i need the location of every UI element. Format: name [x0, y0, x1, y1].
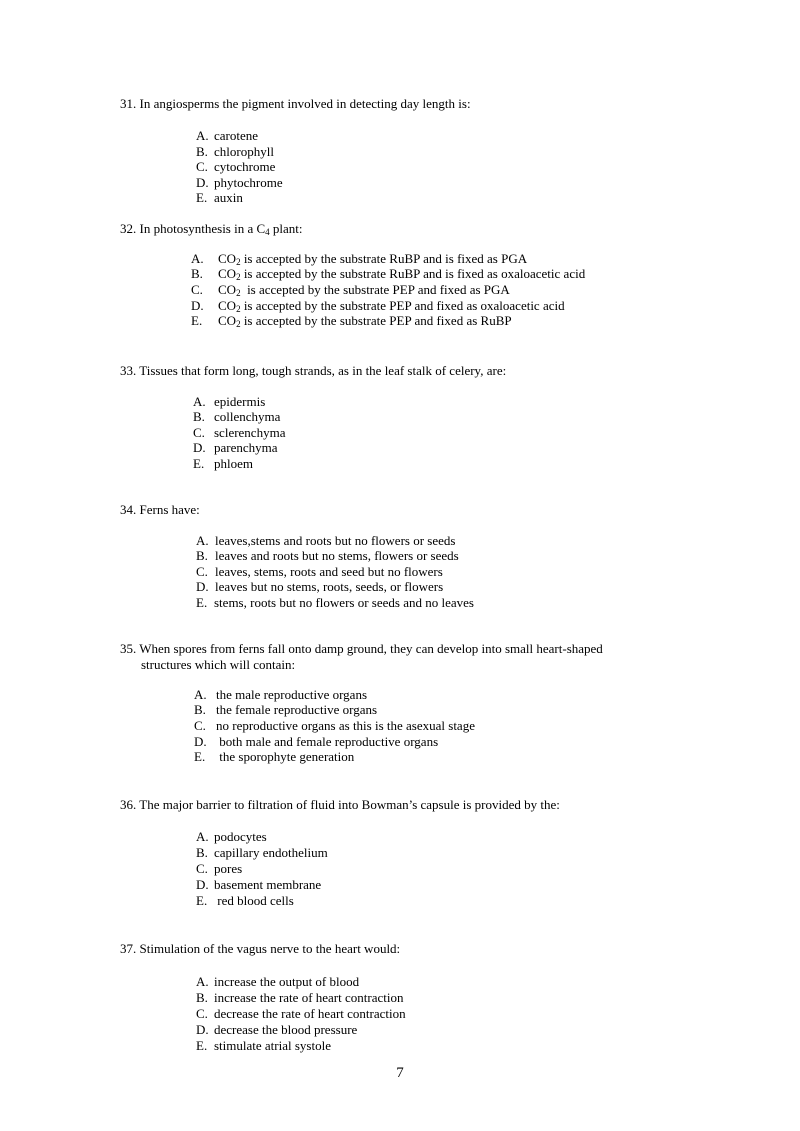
- option-text: leaves,stems and roots but no flowers or seeds: [215, 533, 456, 548]
- stem-text: 35. When spores from ferns fall onto damp ground, they can develop into small heart-shaped: [120, 641, 603, 656]
- subscript: 2: [236, 304, 241, 314]
- option-letter: B.: [196, 144, 208, 159]
- option: [194, 702, 377, 718]
- option-text: sclerenchyma: [214, 425, 286, 440]
- option: [196, 877, 321, 893]
- option: [191, 313, 512, 329]
- option: [193, 409, 280, 425]
- option-letter: E.: [196, 190, 208, 205]
- option-letter: B.: [194, 702, 206, 717]
- option-letter: B.: [196, 990, 208, 1005]
- option: [196, 990, 403, 1006]
- option-formula: CO: [218, 313, 237, 328]
- question-35-stem: [120, 641, 660, 672]
- option-text: stimulate atrial systole: [214, 1038, 331, 1053]
- option-text: is accepted by the substrate RuBP and is fixed as PGA: [240, 251, 528, 266]
- option: [194, 687, 367, 703]
- option: [196, 533, 455, 549]
- option-letter: D.: [194, 734, 207, 749]
- option: [191, 282, 510, 298]
- option: [191, 266, 585, 282]
- option-letter: A.: [196, 128, 209, 143]
- option-letter: E.: [196, 1038, 208, 1053]
- option-text: decrease the blood pressure: [214, 1022, 358, 1037]
- option-letter: D.: [191, 298, 204, 313]
- option: [196, 1038, 331, 1054]
- option: [194, 734, 438, 750]
- option-text: the female reproductive organs: [216, 702, 378, 717]
- option: [196, 190, 243, 206]
- option-letter: C.: [196, 861, 208, 876]
- option-text: cytochrome: [214, 159, 276, 174]
- option-letter: D.: [196, 877, 209, 892]
- option: [193, 440, 278, 456]
- option-text: leaves but no stems, roots, seeds, or flowers: [215, 579, 444, 594]
- option: [196, 829, 267, 845]
- option-text: epidermis: [214, 394, 266, 409]
- option-letter: D.: [196, 175, 209, 190]
- option: [196, 564, 443, 580]
- option-formula: CO: [218, 251, 237, 266]
- option-text: is accepted by the substrate PEP and fixed as RuBP: [240, 313, 512, 328]
- option-letter: A.: [191, 251, 204, 266]
- option-letter: C.: [193, 425, 205, 440]
- option-letter: C.: [196, 564, 208, 579]
- option-letter: D.: [193, 440, 206, 455]
- option-text: phytochrome: [214, 175, 283, 190]
- option-letter: E.: [194, 749, 206, 764]
- option: [193, 425, 285, 441]
- option-text: is accepted by the substrate PEP and fixed as oxaloacetic acid: [240, 298, 565, 313]
- option: [193, 394, 265, 410]
- option-letter: A.: [193, 394, 206, 409]
- option-text: both male and female reproductive organs: [216, 734, 439, 749]
- option: [196, 845, 328, 861]
- option: [196, 595, 474, 611]
- question-37-stem: 37. Stimulation of the vagus nerve to the heart would:: [120, 941, 401, 956]
- option-text: increase the output of blood: [214, 974, 360, 989]
- option-letter: D.: [196, 579, 209, 594]
- stem-continuation: structures which will contain:: [141, 656, 296, 672]
- option: [196, 548, 459, 564]
- option-text: leaves and roots but no stems, flowers or seeds: [215, 548, 459, 563]
- option: [196, 175, 283, 191]
- question-36-stem: 36. The major barrier to filtration of fluid into Bowman’s capsule is provided by the:: [120, 797, 560, 812]
- option-text: collenchyma: [214, 409, 281, 424]
- question-33-stem: 33. Tissues that form long, tough strands, as in the leaf stalk of celery, are:: [120, 363, 507, 378]
- option-letter: B.: [196, 845, 208, 860]
- option: [196, 128, 258, 144]
- option-text: podocytes: [214, 829, 267, 844]
- option-letter: B.: [193, 409, 205, 424]
- option: [196, 1006, 406, 1022]
- option-letter: E.: [191, 313, 203, 328]
- subscript: 2: [236, 257, 241, 267]
- option-text: the sporophyte generation: [216, 749, 355, 764]
- option-letter: A.: [196, 829, 209, 844]
- subscript: 2: [236, 288, 241, 298]
- option: [193, 456, 253, 472]
- option-text: pores: [214, 861, 243, 876]
- option-text: is accepted by the substrate PEP and fixed as PGA: [240, 282, 510, 297]
- option-letter: C.: [196, 1006, 208, 1021]
- option-text: increase the rate of heart contraction: [214, 990, 404, 1005]
- option-letter: C.: [196, 159, 208, 174]
- option-formula: CO: [218, 282, 237, 297]
- question-34-stem: 34. Ferns have:: [120, 502, 200, 517]
- option-formula: CO: [218, 266, 237, 281]
- option: [196, 159, 275, 175]
- option: [194, 749, 354, 765]
- stem-text: plant:: [269, 221, 303, 236]
- option-letter: B.: [191, 266, 203, 281]
- option-text: parenchyma: [214, 440, 278, 455]
- option: [196, 861, 242, 877]
- question-32-stem: [120, 221, 660, 237]
- option-text: leaves, stems, roots and seed but no flowers: [215, 564, 443, 579]
- option: [196, 579, 443, 595]
- option-letter: A.: [196, 974, 209, 989]
- option-letter: B.: [196, 548, 208, 563]
- option: [196, 893, 294, 909]
- option-text: chlorophyll: [214, 144, 274, 159]
- option-text: decrease the rate of heart contraction: [214, 1006, 406, 1021]
- option-formula: CO: [218, 298, 237, 313]
- option-letter: A.: [196, 533, 209, 548]
- option-letter: E.: [193, 456, 205, 471]
- subscript: 2: [236, 272, 241, 282]
- option: [194, 718, 475, 734]
- subscript: 4: [265, 227, 270, 237]
- option-text: is accepted by the substrate RuBP and is fixed as oxaloacetic acid: [240, 266, 586, 281]
- question-31-stem: 31. In angiosperms the pigment involved in detecting day length is:: [120, 96, 471, 111]
- option-letter: E.: [196, 595, 208, 610]
- option-letter: D.: [196, 1022, 209, 1037]
- option-letter: C.: [191, 282, 203, 297]
- option: [196, 144, 274, 160]
- option-text: capillary endothelium: [214, 845, 328, 860]
- subscript: 2: [236, 319, 241, 329]
- option-text: the male reproductive organs: [216, 687, 368, 702]
- option-text: red blood cells: [214, 893, 294, 908]
- option: [191, 298, 565, 314]
- option-text: no reproductive organs as this is the asexual stage: [216, 718, 475, 733]
- option-text: stems, roots but no flowers or seeds and no leaves: [214, 595, 474, 610]
- option: [196, 1022, 357, 1038]
- option-letter: E.: [196, 893, 208, 908]
- option-letter: A.: [194, 687, 207, 702]
- option-text: phloem: [214, 456, 253, 471]
- stem-text: 32. In photosynthesis in a C: [120, 221, 266, 236]
- option: [196, 974, 359, 990]
- option-text: carotene: [214, 128, 259, 143]
- page-number: 7: [396, 1065, 404, 1081]
- option-text: auxin: [214, 190, 243, 205]
- option-letter: C.: [194, 718, 206, 733]
- option: [191, 251, 527, 267]
- option-text: basement membrane: [214, 877, 322, 892]
